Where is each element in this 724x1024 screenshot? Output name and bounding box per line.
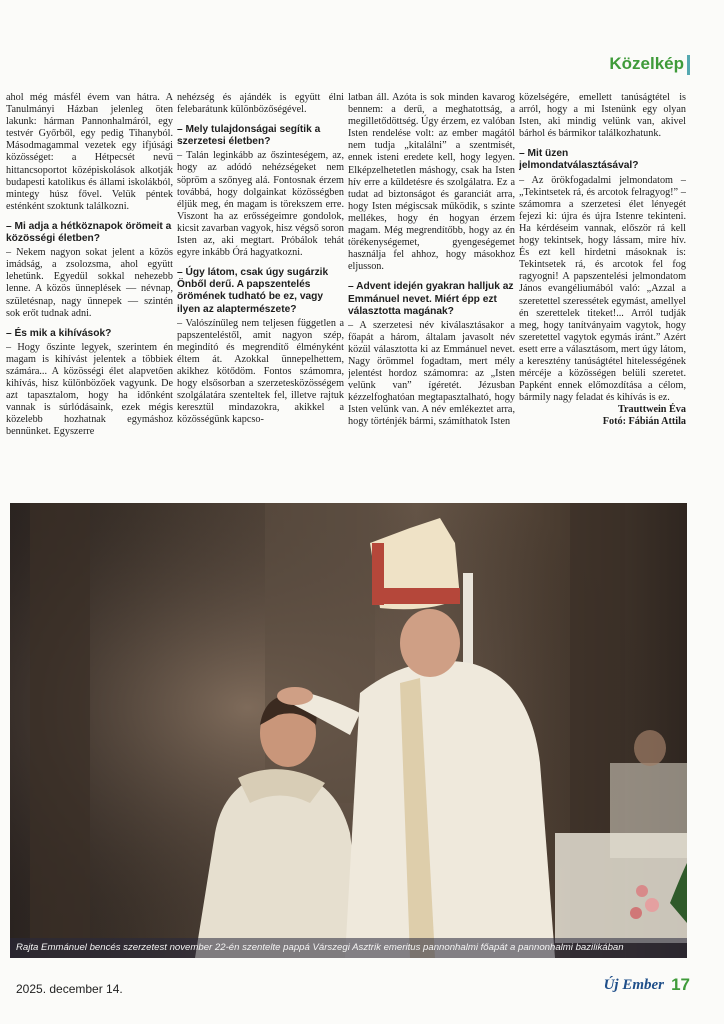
article-paragraph: – Az örökfogadalmi jelmondatom – „Tekintsetek rá, és arcotok felragyog!” – számomra a szerzetesi élet lényegét fejezi ki: újra és újra Istenre tekinteni. Ha kérdéseim vannak, először rá kell hogy tekintsek, hogy lássam, mire hív. És ezt kell hirdetni másoknak is: Tekintsetek rá, és arcotok fel fog ragyogni! A papszentelési jelmondatom János evangéliumából való: „Azzal a szeretettel szeressétek egymást, amellyel én szerettelek titeket!... Arról tudják meg, hogy tanítványaim vagytok, hogy szeretettel vagytok egymás iránt.” Azért esett erre a választásom, mert úgy látom, a keresztény tanúságtétel hitelességének mércéje a közösségen belüli szeretet. Papként ennek előmozdítása a célom, bármily nagy feladat és kihívás is ez.	[519, 174, 686, 404]
byline: Fotó: Fábián Attila	[602, 416, 686, 428]
article-paragraph: – Valószínűleg nem teljesen független a papszenteléstől, amit nagyon szép, megindító és megrendítő élményként éltem át. Azokkal ünnepelhettem, akikhez kötődöm. Fontos számomra, hogy elsősorban a szerzetesközösségem szolgálatára szenteltek fel, illetve rajtuk keresztül mindazokra, akikkel a közösségünk kapcso-	[177, 317, 344, 426]
publication-logo: Új Ember	[603, 977, 664, 993]
article-column-2	[177, 92, 344, 500]
ordination-scene-illustration	[10, 503, 687, 958]
article-paragraph: nehézség és ajándék is együtt élni felebarátunk különbözőségével.	[177, 92, 344, 116]
article-paragraph: közelségére, emellett tanúságtétel is arról, hogy a mi Istenünk egy olyan Isten, aki mindig velünk van, akivel bárhol és bármikor találkozhatunk.	[519, 92, 686, 140]
byline: Trauttwein Éva	[617, 404, 686, 416]
section-label: Közelkép	[609, 54, 684, 73]
issue-date: 2025. december 14.	[16, 982, 123, 996]
article-paragraph: ahol még másfél évem van hátra. A Tanulmányi Házban jelenleg öten lakunk: hárman Pannonhalmáról, egy testvér Győrből, egy pedig Tihanyból. Másodmagammal vezetek egy ifjúsági közösséget: a Hétpecsét nevű hittancsoportot középiskolások alkotják budapesti katolikus és állami iskolákból, mintegy húsz fővel. Velük péntek esténként szoktunk találkozni.	[6, 92, 173, 212]
interview-question: – Mely tulajdonságai segítik a szerzetesi életben?	[177, 124, 321, 148]
article-body	[6, 92, 687, 500]
section-divider-bar	[687, 55, 690, 75]
interview-question: – És mik a kihívások?	[6, 327, 112, 339]
photo-caption: Rajta Emmánuel bencés szerzetest november 22-én szentelte pappá Várszegi Asztrik emeritus pannonhalmi főapát a pannonhalmi bazilikában	[10, 938, 687, 958]
ordination-photo	[10, 503, 687, 958]
interview-question: – Mi adja a hétköznapok örömeit a közösségi életben?	[6, 220, 172, 245]
article-paragraph: – A szerzetesi név kiválasztásakor a főapát a három, általam javasolt név közül választotta ki az Emmánuel nevet. Nagy örömmel fogadtam, mert mély jelentést hordoz számomra: az „Isten velünk van” ígéretét. Jézusban kézzelfoghatóan megtapasztalható, hogy Isten velünk van. A név emlékeztet arra, hogy történjék bármi, számíthatok Isten	[348, 319, 515, 428]
article-column-4	[519, 92, 686, 500]
article-column-1	[6, 92, 173, 500]
interview-question: – Úgy látom, csak úgy sugárzik Önből derű. A papszentelés örömének tudható be ez, vagy ilyen az alaptermészete?	[177, 267, 329, 315]
interview-question: – Mit üzen jelmondatválasztásával?	[519, 148, 639, 172]
article-paragraph: latban áll. Azóta is sok minden kavarog bennem: a derű, a meghatottság, a megilletődöttség. Úgy érzem, ez valóban Isten rendelése volt: az ember magától nem tudja „kitalálni” a szentmisét, ennek isteni eredete kell, hogy legyen. Elképzelhetetlen máshogy, csak ha Isten hív erre a küldetésre és szolgálatra. Ez a tudat ad biztonságot és garanciát arra, hogy Isten mégiscsak működik, s szinte mellékes, hogy én hogyan érzem magam. Még megrendítőbb, hogy az én törékenységemet, gyengeségemet használja fel ahhoz, hogy másokhoz eljusson.	[348, 92, 515, 273]
article-paragraph: – Talán leginkább az őszinteségem, az, hogy az adódó nehézségeket nem söpröm a szőnyeg alá. Fontosnak érzem továbbá, hogy dolgainkat közösségben éljük meg, én magam is törekszem erre. Viszont ha az erősségeimre gondolok, kicsit zavarban vagyok, hisz végső soron Isten az, aki megtart. Próbálok tehát egyre inkább Órá hagyatkozni.	[177, 150, 344, 259]
article-paragraph: – Nekem nagyon sokat jelent a közös imádság, a zsolozsma, ahol együtt lehetünk. Egyedül sokkal nehezebb lenne. A közös ünneplések — névnap, születésnap, nagy ünnepek — szintén sok erőt tudnak adni.	[6, 247, 173, 319]
page-number: 17	[671, 975, 690, 994]
article-column-3	[348, 92, 515, 500]
interview-question: – Advent idején gyakran halljuk az Emmánuel nevet. Miért épp ezt választotta magának?	[348, 281, 514, 317]
article-paragraph: – Hogy őszinte legyek, szerintem én magam is kihívást jelentek a többiek számára... A közösségi élet alapvetően kihívás, hisz különbözőek vagyunk. De azt tapasztalom, hogy ha időnként vannak is súrlódásaink, ezek mégis közelebb hozhatnak egymáshoz bennünket. Egyszerre	[6, 341, 173, 438]
